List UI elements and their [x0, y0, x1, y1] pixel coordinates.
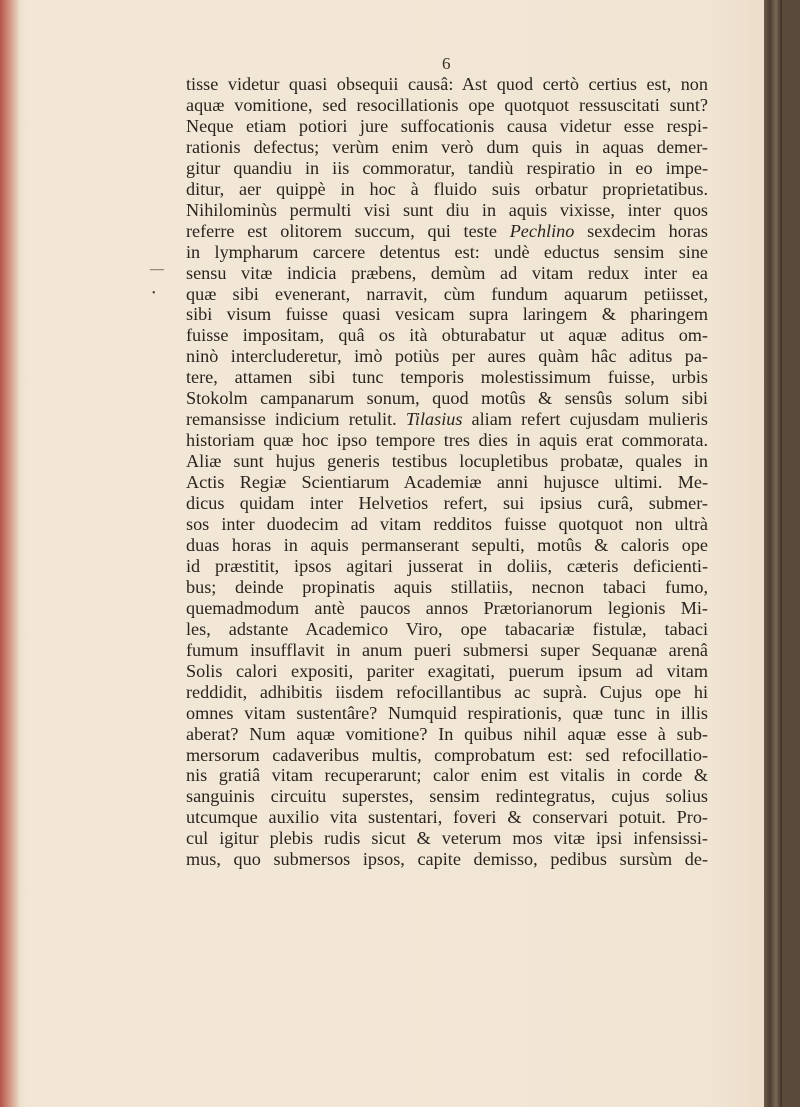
- text-line: utcumque auxilio vita sustentari, foveri & conservari potuit. Pro-: [186, 807, 708, 828]
- text-line: referre est olitorem succum, qui teste Pechlino sexdecim horas: [186, 220, 708, 241]
- text-line: duas horas in aquis permanserant sepulti, motûs & caloris ope: [186, 534, 708, 555]
- text-line: rationis defectus; verùm enim verò dum quis in aquas demer-: [186, 136, 708, 157]
- text-line: Neque etiam potiori jure suffocationis causa videtur esse respi-: [186, 115, 708, 136]
- margin-dash-mark: —: [150, 262, 164, 277]
- text-line: sanguinis circuitu superstes, sensim redintegratus, cujus solius: [186, 786, 708, 807]
- text-line: in lympharum carcere detentus est: undè eductus sensim sine: [186, 241, 708, 262]
- text-line: les, adstante Academico Viro, ope tabacariæ fistulæ, tabaci: [186, 618, 708, 639]
- text-line: quemadmodum antè paucos annos Prætorianorum legionis Mi-: [186, 597, 708, 618]
- text-line: sibi visum fuisse quasi vesicam supra laringem & pharingem: [186, 304, 708, 325]
- text-line: tere, attamen sibi tunc temporis molestissimum fuisse, urbis: [186, 367, 708, 388]
- binding-edge: [0, 0, 20, 1107]
- text-line: aquæ vomitione, sed resocillationis ope quotquot ressuscitati sunt?: [186, 94, 708, 115]
- text-line: reddidit, adhibitis iisdem refocillantibus ac suprà. Cujus ope hi: [186, 681, 708, 702]
- text-line: sensu vitæ indicia præbens, demùm ad vitam redux inter ea: [186, 262, 708, 283]
- fore-edge: [764, 0, 782, 1107]
- text-line: Nihilominùs permulti visi sunt diu in aquis vixisse, inter quos: [186, 199, 708, 220]
- text-line: fumum insufflavit in anum pueri submersi super Sequanæ arenâ: [186, 639, 708, 660]
- body-text: [186, 74, 708, 870]
- text-line: dicus quidam inter Helvetios refert, sui ipsius curâ, submer-: [186, 493, 708, 514]
- text-line: cul igitur plebis rudis sicut & veterum mos vitæ ipsi infensissi-: [186, 828, 708, 849]
- text-line: mus, quo submersos ipsos, capite demisso, pedibus sursùm de-: [186, 849, 708, 870]
- text-line: tisse videtur quasi obsequii causâ: Ast quod certò certius est, non: [186, 74, 708, 94]
- text-line: ditur, aer quippè in hoc à fluido suis orbatur proprietatibus.: [186, 178, 708, 199]
- margin-dot-mark: •: [152, 288, 156, 299]
- text-line: Actis Regiæ Scientiarum Academiæ anni hujusce ultimi. Me-: [186, 472, 708, 493]
- page-number: 6: [442, 54, 451, 73]
- text-line: Solis calori expositi, pariter exagitati, puerum ipsum ad vitam: [186, 660, 708, 681]
- text-line: mersorum cadaveribus multis, comprobatum est: sed refocillatio-: [186, 744, 708, 765]
- text-line: bus; deinde propinatis aquis stillatiis, necnon tabaci fumo,: [186, 576, 708, 597]
- text-line: quæ sibi evenerant, narravit, cùm fundum aquarum petiisset,: [186, 283, 708, 304]
- text-line: historiam quæ hoc ipso tempore tres dies in aquis erat commorata.: [186, 430, 708, 451]
- text-line: fuisse impositam, quâ os ità obturabatur ut aquæ aditus om-: [186, 325, 708, 346]
- text-line: sos inter duodecim ad vitam redditos fuisse quotquot non ultrà: [186, 514, 708, 535]
- text-line: nis gratiâ vitam recuperarunt; calor enim est vitalis in corde &: [186, 765, 708, 786]
- text-line: gitur quandiu in iis commoratur, tandiù respiratio in eo impe-: [186, 157, 708, 178]
- text-line: Aliæ sunt hujus generis testibus locupletibus probatæ, quales in: [186, 451, 708, 472]
- text-line: Stokolm campanarum sonum, quod motûs & sensûs solum sibi: [186, 388, 708, 409]
- text-line: aberat? Num aquæ vomitione? In quibus nihil aquæ esse à sub-: [186, 723, 708, 744]
- text-line: ninò intercluderetur, imò potiùs per aures quàm hâc aditus pa-: [186, 346, 708, 367]
- text-line: omnes vitam sustentâre? Numquid respirationis, quæ tunc in illis: [186, 702, 708, 723]
- text-line: remansisse indicium retulit. Tilasius aliam refert cujusdam mulieris: [186, 409, 708, 430]
- text-line: id præstitit, ipsos agitari jusserat in doliis, cæteris deficienti-: [186, 555, 708, 576]
